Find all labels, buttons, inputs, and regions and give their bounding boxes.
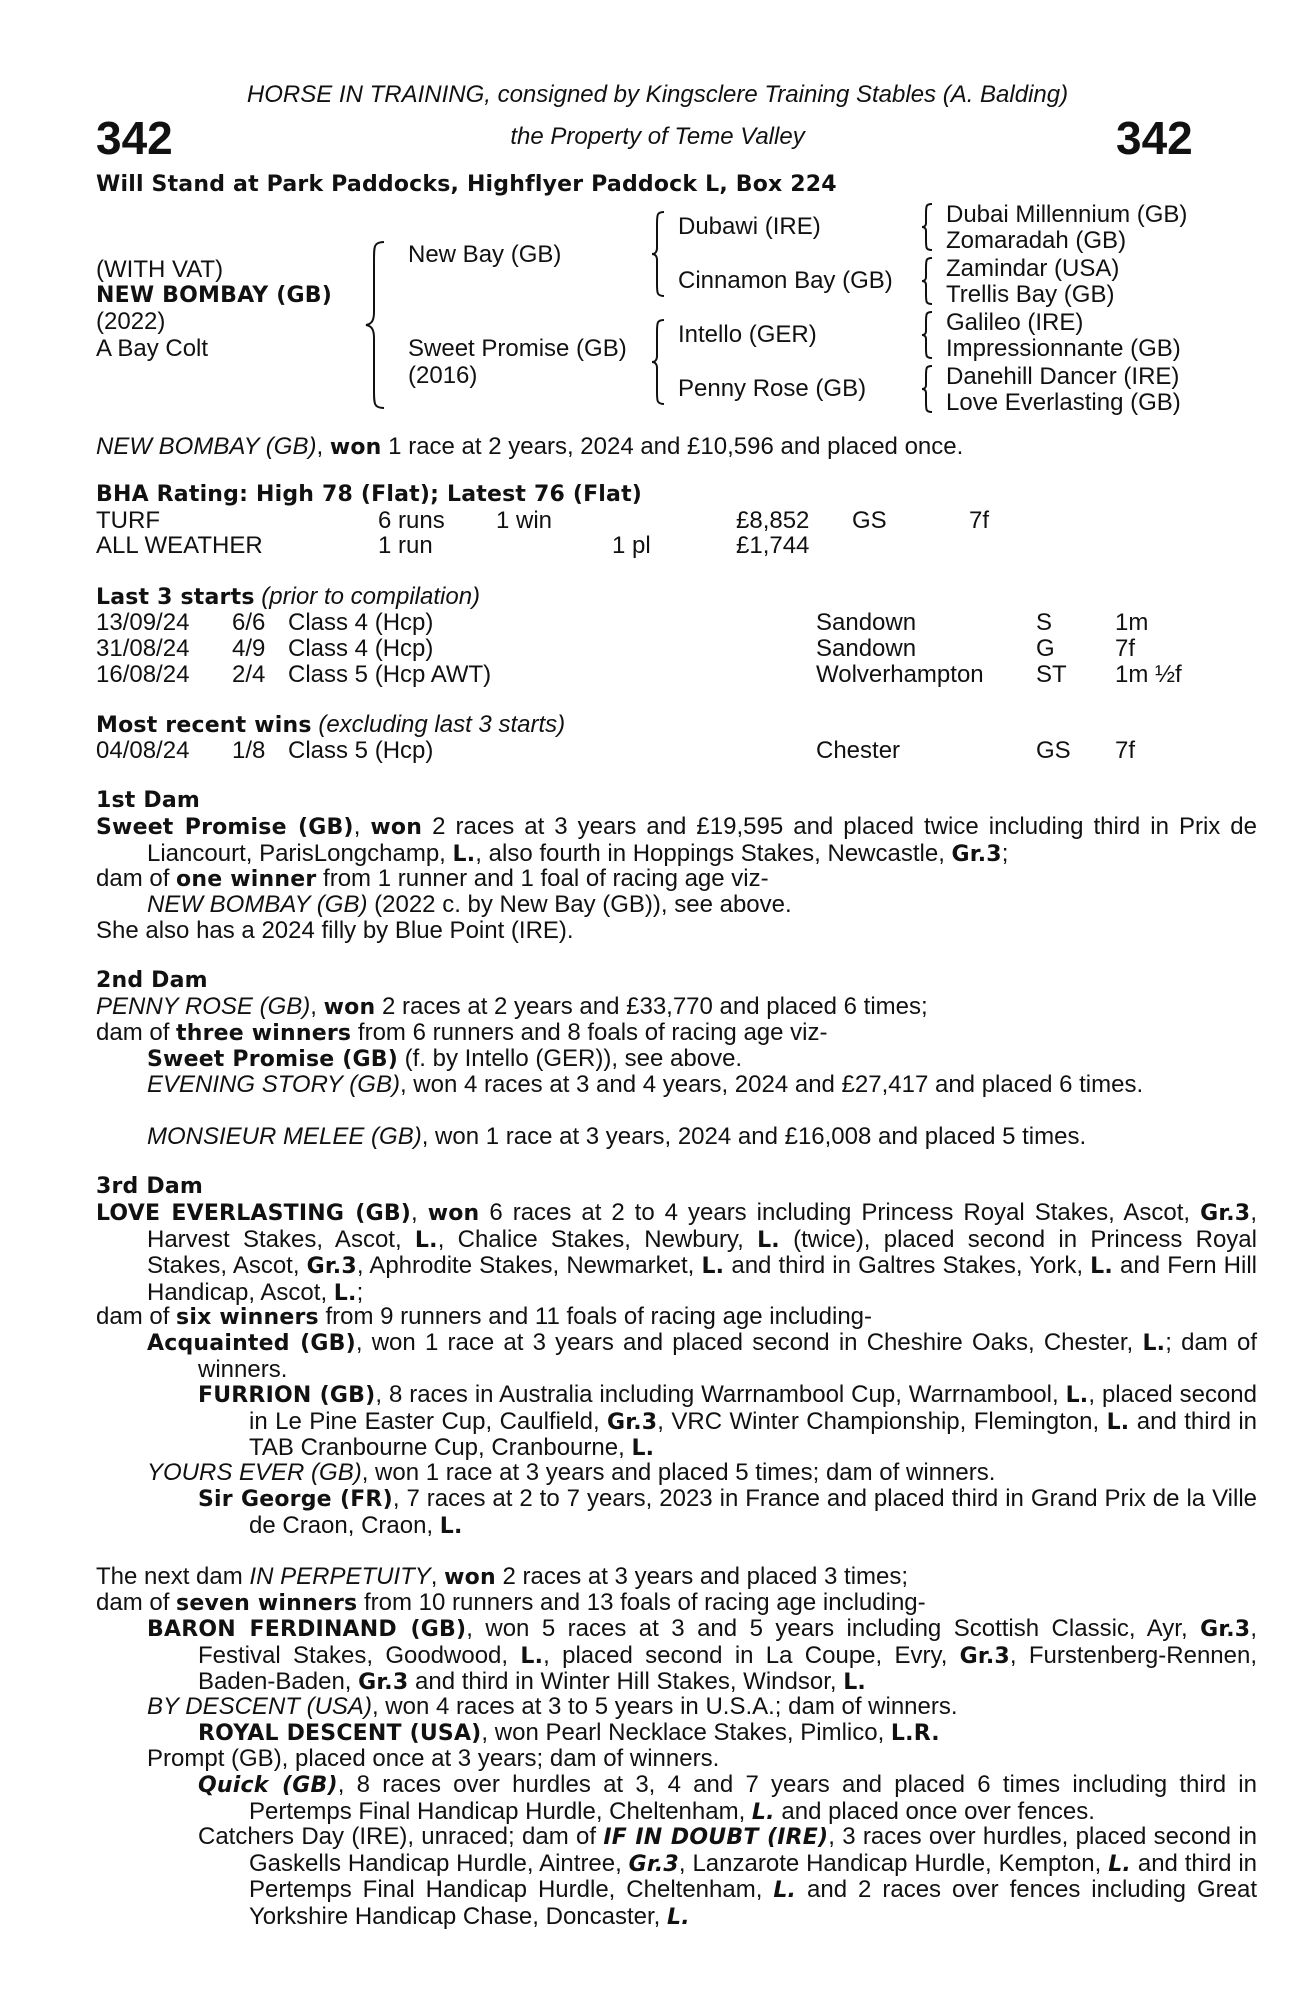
first-dam-progeny: NEW BOMBAY (GB) (2022 c. by New Bay (GB)), see above. [147,891,792,918]
horse-description: A Bay Colt [96,335,209,362]
next-dam-grandprogeny-royal-descent: ROYAL DESCENT (USA), won Pearl Necklace Stakes, Pimlico, L.R. [198,1719,940,1746]
second-dam-record: PENNY ROSE (GB), won 2 races at 2 years and £33,770 and placed 6 times; [96,993,928,1020]
start-class: Class 5 (Hcp AWT) [288,661,492,688]
start-going: S [1036,609,1053,636]
first-dam-note: She also has a 2024 filly by Blue Point (IRE). [96,917,574,944]
next-dam-progeny-prompt: Prompt (GB), placed once at 3 years; dam of winners. [147,1745,720,1772]
last-starts-title: Last 3 starts [96,585,255,610]
last-starts-heading [96,584,480,611]
brace-horse [364,240,388,410]
rating-surface: TURF [96,507,160,534]
next-dam-progeny-baron-ferdinand: BARON FERDINAND (GB), won 5 races at 3 and 5 years including Scottish Classic, Ayr, Gr.3, Festival Stakes, Goodwood, L., placed second in La Coupe, Evry, Gr.3, Furstenberg-Rennen, Baden-Baden, Gr.3 and third in Winter Hill Stakes, Windsor, L. [147,1615,1258,1696]
start-distance: 1m ½f [1115,661,1182,688]
sire-dam: Cinnamon Bay (GB) [678,267,893,294]
horse-name: NEW BOMBAY (GB) [96,283,332,308]
third-dam-progeny-yours-ever: YOURS EVER (GB), won 1 race at 3 years and placed 5 times; dam of winners. [147,1459,996,1486]
start-course: Sandown [816,635,917,662]
ancestor-g2: Zomaradah (GB) [946,227,1127,254]
first-dam-name: Sweet Promise (GB) [96,815,354,840]
win-course: Chester [816,737,901,764]
next-dam-record: The next dam IN PERPETUITY, won 2 races at 3 years and placed 3 times; [96,1563,909,1590]
dam-year: (2016) [408,362,478,389]
start-class: Class 4 (Hcp) [288,609,434,636]
brace-dam [650,318,668,406]
last-starts-note: (prior to compilation) [261,583,481,610]
start-position: 6/6 [232,609,266,636]
start-going: ST [1036,661,1067,688]
dam: Sweet Promise (GB) [408,335,627,362]
ancestor-g8: Love Everlasting (GB) [946,389,1181,416]
consignor-line: HORSE IN TRAINING, consigned by Kingsclere Training Stables (A. Balding) [246,81,1069,108]
ancestor-g3: Zamindar (USA) [946,255,1120,282]
next-dam-progeny-by-descent: BY DESCENT (USA), won 4 races at 3 to 5 years in U.S.A.; dam of winners. [147,1693,958,1720]
next-dam-grandprogeny-catchers-day: Catchers Day (IRE), unraced; dam of IF IN DOUBT (IRE), 3 races over hurdles, placed second in Gaskells Handicap Hurdle, Aintree, Gr.3, Lanzarote Handicap Hurdle, Kempton, L. and third in Pertemps Final Handicap Hurdle, Cheltenham, L. and 2 races over fences including Great Yorkshire Handicap Chase, Doncaster, L. [198,1823,1258,1930]
brace-sire [650,210,668,298]
brace-g1 [920,202,936,252]
recent-wins-title: Most recent wins [96,713,312,738]
start-date: 31/08/24 [96,635,190,662]
summary-horse-name: NEW BOMBAY (GB) [96,433,317,460]
brace-g4 [920,364,936,414]
rating-runs: 6 runs [378,507,445,534]
start-course: Wolverhampton [816,661,984,688]
second-dam-progeny-2: EVENING STORY (GB), won 4 races at 3 and 4 years, 2024 and £27,417 and placed 6 times. [147,1071,1144,1098]
ancestor-g4: Trellis Bay (GB) [946,281,1115,308]
win-date: 04/08/24 [96,737,190,764]
first-dam-record: Sweet Promise (GB), won 2 races at 3 years and £19,595 and placed twice including third in Prix de Liancourt, ParisLongchamp, L., also fourth in Hoppings Stakes, Newcastle, Gr.3; [96,813,1257,867]
third-dam-heading: 3rd Dam [96,1174,203,1199]
second-dam-heading: 2nd Dam [96,968,208,993]
win-distance: 7f [1115,737,1136,764]
rating-heading: BHA Rating: High 78 (Flat); Latest 76 (Flat) [96,482,643,507]
rating-runs: 1 run [378,532,433,559]
win-going: GS [1036,737,1071,764]
start-going: G [1036,635,1055,662]
ancestor-g5: Galileo (IRE) [946,309,1084,336]
rating-wins: 1 win [496,507,553,534]
stand-location: Will Stand at Park Paddocks, Highflyer Paddock L, Box 224 [96,172,837,197]
horse-year: (2022) [96,308,166,335]
rating-placed: 1 pl [612,532,651,559]
ancestor-g7: Danehill Dancer (IRE) [946,363,1180,390]
ancestor-g1: Dubai Millennium (GB) [946,201,1188,228]
property-line: the Property of Teme Valley [510,123,805,150]
start-distance: 7f [1115,635,1136,662]
lot-number-right: 342 [1116,112,1193,164]
summary-won: won [329,435,382,460]
rating-prize: £1,744 [736,532,810,559]
dam-sire: Intello (GER) [678,321,817,348]
brace-g3 [920,310,936,360]
rating-prize: £8,852 [736,507,810,534]
summary-text: 1 race at 2 years, 2024 and £10,596 and placed once. [381,433,964,460]
next-dam-grandprogeny-quick: Quick (GB), 8 races over hurdles at 3, 4 and 7 years and placed 6 times including third in Pertemps Final Handicap Hurdle, Cheltenham, L. and placed once over fences. [198,1771,1257,1825]
third-dam-record: LOVE EVERLASTING (GB), won 6 races at 2 to 4 years including Princess Royal Stakes, Ascot, Gr.3, Harvest Stakes, Ascot, L., Chalice Stakes, Newbury, L. (twice), placed second in Princess Royal Stakes, Ascot, Gr.3, Aphrodite Stakes, Newmarket, L. and third in Galtres Stakes, York, L. and Fern Hill Handicap, Ascot, L.; [96,1199,1257,1306]
ancestor-g6: Impressionnante (GB) [946,335,1181,362]
third-dam-progeny-acquainted: Acquainted (GB), won 1 race at 3 years and placed second in Cheshire Oaks, Chester, L.; dam of winners. [147,1329,1257,1383]
win-position: 1/8 [232,737,266,764]
start-position: 4/9 [232,635,266,662]
start-date: 16/08/24 [96,661,190,688]
second-dam-progeny-3: MONSIEUR MELEE (GB), won 1 race at 3 years, 2024 and £16,008 and placed 5 times. [147,1123,1087,1150]
brace-g2 [920,256,936,306]
second-dam-progeny-1: Sweet Promise (GB) (f. by Intello (GER)), see above. [147,1045,743,1072]
start-position: 2/4 [232,661,266,688]
start-distance: 1m [1115,609,1149,636]
recent-wins-heading [96,712,565,739]
start-date: 13/09/24 [96,609,190,636]
rating-distance: 7f [969,507,990,534]
third-dam-produce: dam of six winners from 9 runners and 11 foals of racing age including- [96,1303,873,1330]
start-course: Sandown [816,609,917,636]
recent-wins-note: (excluding last 3 starts) [318,711,566,738]
first-dam-heading: 1st Dam [96,788,201,813]
race-summary: NEW BOMBAY (GB), won 1 race at 2 years, 2024 and £10,596 and placed once. [96,433,964,460]
third-dam-grandprogeny-sir-george: Sir George (FR), 7 races at 2 to 7 years, 2023 in France and placed third in Grand Prix de la Ville de Craon, Craon, L. [198,1485,1258,1539]
sire-sire: Dubawi (IRE) [678,213,821,240]
next-dam-produce: dam of seven winners from 10 runners and 13 foals of racing age including- [96,1589,926,1616]
sire: New Bay (GB) [408,241,562,268]
rating-going: GS [852,507,887,534]
win-class: Class 5 (Hcp) [288,737,434,764]
first-dam-produce: dam of one winner from 1 runner and 1 foal of racing age viz- [96,865,769,892]
vat-note: (WITH VAT) [96,256,224,283]
start-class: Class 4 (Hcp) [288,635,434,662]
second-dam-produce: dam of three winners from 6 runners and 8 foals of racing age viz- [96,1019,828,1046]
dam-dam: Penny Rose (GB) [678,375,867,402]
lot-number-left: 342 [96,112,173,164]
third-dam-grandprogeny-furrion: FURRION (GB), 8 races in Australia including Warrnambool Cup, Warrnambool, L., placed second in Le Pine Easter Cup, Caulfield, Gr.3, VRC Winter Championship, Flemington, L. and third in TAB Cranbourne Cup, Cranbourne, L. [198,1381,1258,1462]
rating-surface: ALL WEATHER [96,532,263,559]
